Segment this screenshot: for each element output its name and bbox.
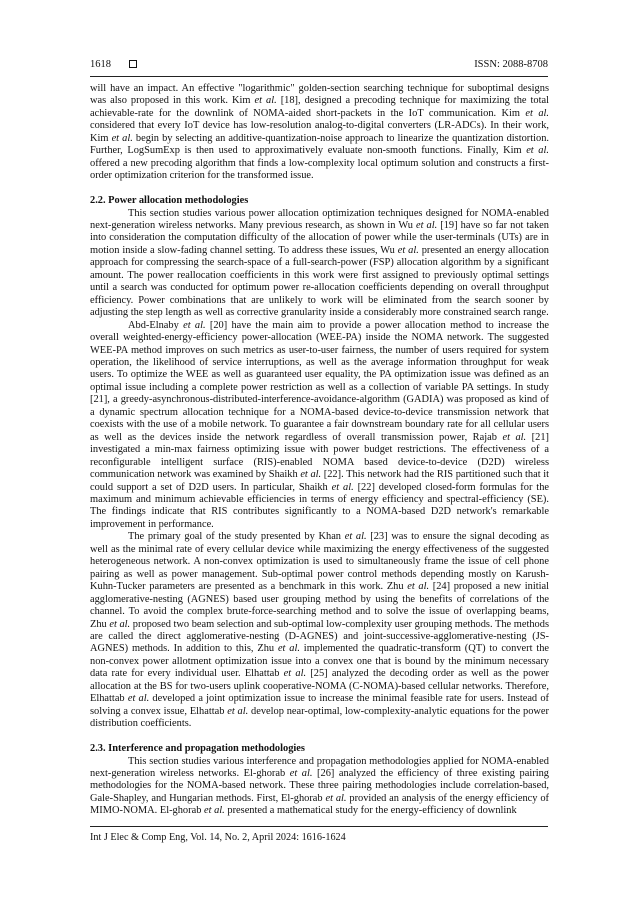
header-rule — [90, 76, 548, 77]
section-heading-interference: 2.3. Interference and propagation methodologies — [90, 743, 305, 755]
et-al-italic: et al. — [127, 693, 150, 705]
et-al-italic: et al. — [109, 618, 131, 630]
et-al-italic: et al. — [204, 805, 225, 817]
body-text — [90, 83, 549, 818]
section-spacer — [90, 731, 549, 744]
et-al-italic: et al. — [283, 668, 307, 680]
et-al-italic: et al. — [289, 768, 313, 780]
intro-paragraph: will have an impact. An effective "logarithmic" golden-section searching technique for suboptimal designs was also proposed in this work. Kim et al. [18], designed a precoding technique for maximizing the total achievable-rate for the downlink of NOMA-aided short-packets in the IoT communication. Kim et al. considered that every IoT device has low-resolution analog-to-digital converters (LR-ADCs). In their work, Kim et al. begin by selecting an additive-quantization-noise approach to linearize the quantization distortion. Further, LogSumExp is then used to approximatively evaluate non-smooth functions. Finally, Kim et al. offered a new precoding algorithm that finds a low-complexity local optimum solution and constructs a first-order optimization criterion for the transformed issue. — [90, 83, 550, 182]
et-al-italic: et al. — [331, 481, 354, 493]
et-al-italic: et al. — [502, 431, 527, 443]
paragraph: This section studies various power allocation optimization techniques designed for NOMA-enabled next-generation wireless networks. Many previous research, as shown in Wu et al. [19] have so far not taken into consideration the computation difficulty of the allocation of power while the user-terminals (UTs) are in motion inside a slow-fading channel setting. To address these issues, Wu et al. presented an energy allocation approach for compressing the search-space of a full-search-power (FSP) allocation algorithm by a significant amount. The power reallocation coefficients in this work were first assigned to previously optimal settings until a search was conducted for optimum power re-allocation coefficients depending on overall throughput efficiency. Power combinations that are unlikely to work will be eliminated from the search sooner by adjusting the step length as well as corrective granularity inside a considerably more constrained search range. — [90, 207, 549, 319]
et-al-italic: et al. — [525, 107, 550, 119]
paragraph: The primary goal of the study presented by Khan et al. [23] was to ensure the signal decoding as well as the minimal rate of every cellular device while maximizing the energy effectiveness of the suggested heterogeneous network. A non-convex optimization is used to simultaneously frame the issue of cell phone pairing as well as power management. Sub-optimal power control methods depending mostly on Karush-Kuhn-Tucker parameters are presented as a benchmark in this work. Zhu et al. [24] proposed a new initial agglomerative-nesting (AGNES) based user grouping method by using the benefits of correlations of the channel. To avoid the complex brute-force-searching method and to solve the issue of overlapping beams, Zhu et al. proposed two beam selection and sub-optimal low-complexity user grouping methods. The methods are called the direct agglomerative-nesting (D-AGNES) and joint-successive-agglomerative-nesting (JS-AGNES) methods. In addition to this, Zhu et al. implemented the quadratic-transform (QT) to convert the non-convex power allotment optimization issue into a convex one that is bound by the minimum necessary data rate for every individual user. Elhattab et al. [25] analyzed the decoding order as well as the power allocation at the BS for two-users uplink cooperative-NOMA (C-NOMA)-based cellular networks. Therefore, Elhattab et al. developed a joint optimization issue to increase the minimal feasible rate for users. Instead of solving a convex issue, Elhattab et al. develop near-optimal, low-complexity-analytic equations for the power distribution coefficients. — [90, 531, 550, 730]
et-al-italic: et al. — [254, 95, 277, 107]
et-al-italic: et al. — [397, 244, 419, 256]
et-al-italic: et al. — [227, 705, 249, 717]
et-al-italic: et al. — [300, 469, 322, 481]
section-heading-power-allocation: 2.2. Power allocation methodologies — [90, 195, 249, 207]
et-al-italic: et al. — [415, 220, 438, 232]
issn-label: ISSN: 2088-8708 — [474, 59, 548, 70]
et-al-italic: et al. — [111, 132, 133, 144]
square-bullet-icon — [129, 60, 137, 68]
et-al-italic: et al. — [526, 145, 549, 157]
footer-rule — [90, 826, 548, 827]
et-al-italic: et al. — [325, 792, 347, 804]
et-al-italic: et al. — [277, 643, 300, 655]
section-spacer — [90, 183, 549, 196]
et-al-italic: et al. — [183, 319, 206, 331]
paragraph: Abd-Elnaby et al. [20] have the main aim to provide a power allocation method to increase the overall weighted-energy-efficiency power-allocation (WEE-PA) inside the NOMA network. The suggested WEE-PA method improves on such metrics as user-to-user fairness, the number of users required for system operation, the likelihood of service interruptions, as well as the average information throughput for weak users. To optimize the WEE as well as guaranteed user equality, the PA optimization issue was defined as an optimal issue including a complete power restriction as well as a collection of variable PA settings. In study [21], a greedy-asynchronous-distributed-interference-avoidance-algorithm (GADIA) was proposed as kind of a dynamic spectrum allocation technique for a NOMA-based device-to-device transmission network that coexists with the use of a mobile network. To guarantee a fair downstream boundary rate for all cellular users as well as the devices inside the network regardless of overall transmission power, Rajab et al. [21] investigated a min-max fairness optimizing issue with power budget restrictions. The effectiveness of a reconfigurable intelligent surface (RIS)-enabled NOMA based device-to-device (D2D) wireless communication network was examined by Shaikh et al. [22]. This network had the RIS partitioned such that it could support a set of D2D users. In particular, Shaikh et al. [22] developed closed-form formulas for the maximum and minimum achievable efficiencies in terms of energy efficiency and spectral-efficiency (SE). The findings indicate that RIS contributes significantly to a NOMA-based D2D network's remarkable improvement in performance. — [90, 319, 550, 530]
header-left — [90, 58, 137, 71]
et-al-italic: et al. — [344, 531, 367, 543]
page-number: 1618 — [90, 59, 111, 70]
paragraph: This section studies various interference and propagation methodologies applied for NOMA-enabled next-generation wireless networks. El-ghorab et al. [26] analyzed the efficiency of three existing pairing methodologies for the NOMA-based network. These three pairing methodologies include correlation-based, Gale-Shapley, and Hungarian methods. First, El-ghorab et al. provided an analysis of the energy efficiency of MIMO-NOMA. El-ghorab et al. presented a mathematical study for the energy-efficiency of downlink — [90, 755, 549, 817]
et-al-italic: et al. — [407, 581, 430, 593]
journal-citation: Int J Elec & Comp Eng, Vol. 14, No. 2, April 2024: 1616-1624 — [90, 832, 346, 843]
